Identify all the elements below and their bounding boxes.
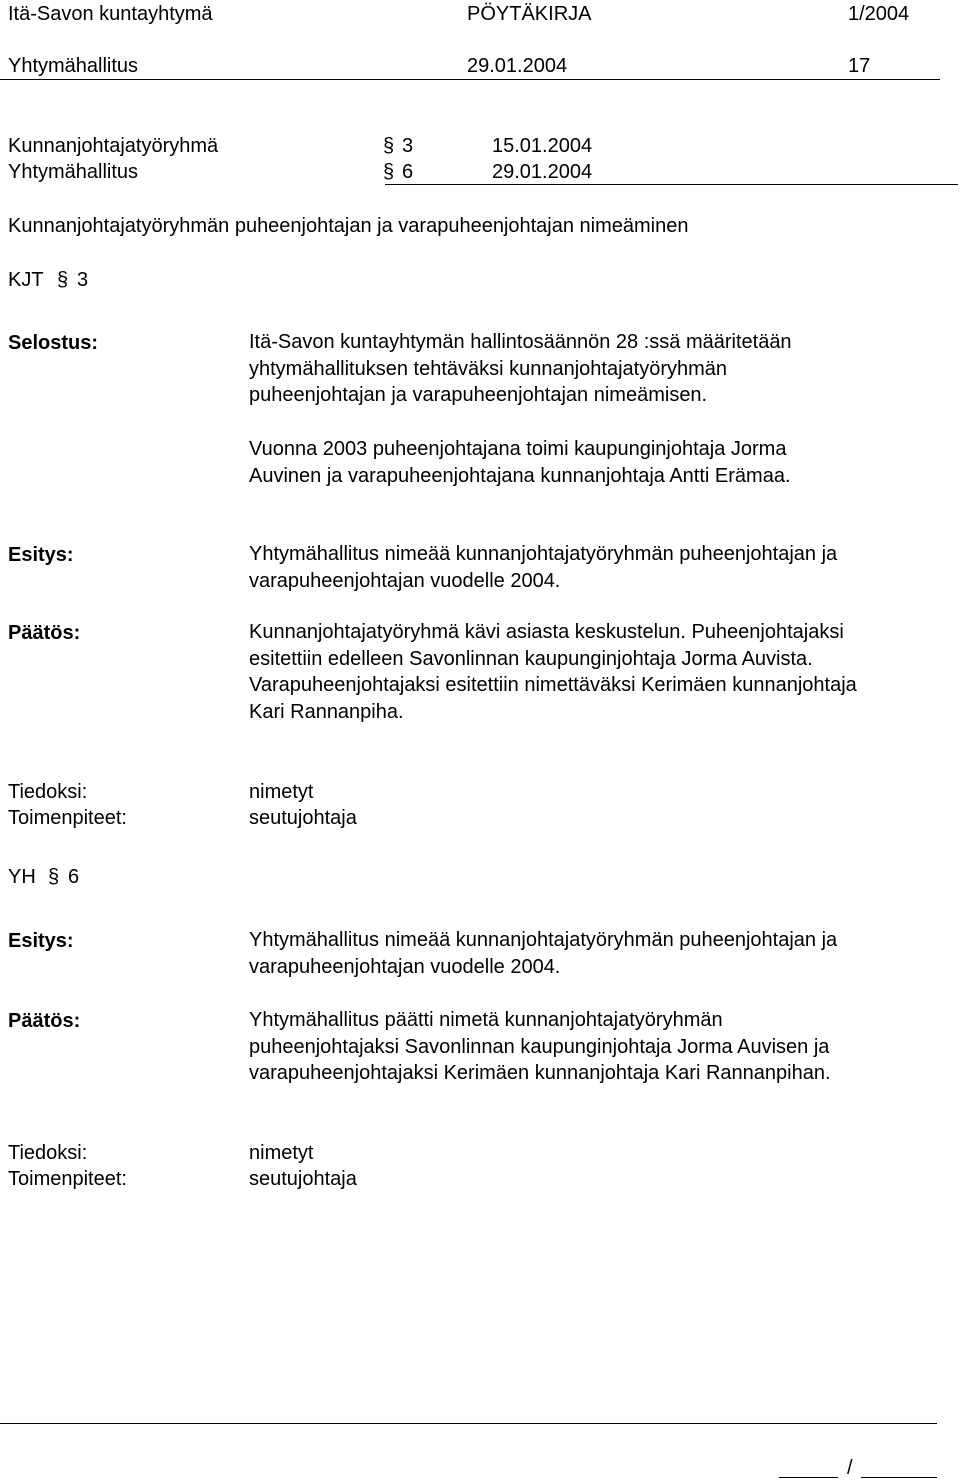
signature-separator: / [847, 1457, 853, 1479]
header-date: 29.01.2004 [467, 55, 568, 77]
section-symbol: § [57, 269, 69, 291]
toimenpiteet-value: seutujohtaja [249, 807, 357, 829]
text-line: varapuheenjohtajaksi Kerimäen kunnanjohtaja Kari Rannanpihan. [249, 1062, 831, 1084]
paatos-label: Päätös: [8, 1010, 81, 1032]
selostus-label: Selostus: [8, 332, 99, 354]
section-symbol: § [48, 866, 60, 888]
text-line: Vuonna 2003 puheenjohtajana toimi kaupunginjohtaja Jorma [249, 438, 787, 460]
tiedoksi-value: nimetyt [249, 1142, 314, 1164]
header-rule [0, 79, 940, 80]
tiedoksi-label: Tiedoksi: [8, 1142, 88, 1164]
header-doc-type: PÖYTÄKIRJA [467, 3, 592, 25]
signature-line [779, 1477, 838, 1478]
paatos-text [249, 1007, 831, 1087]
text-line: puheenjohtajaksi Savonlinnan kaupunginjohtaja Jorma Auvisen ja [249, 1035, 830, 1058]
header-doc-number: 1/2004 [848, 3, 910, 25]
esitys-text [249, 541, 837, 594]
section-symbol: § [383, 135, 395, 157]
text-line: yhtymähallituksen tehtäväksi kunnanjohtajatyöryhmän [249, 357, 728, 380]
tiedoksi-value: nimetyt [249, 781, 314, 803]
yh-heading-number: 6 [68, 866, 80, 888]
esitys-text [249, 927, 837, 980]
header-body: Yhtymähallitus [8, 55, 139, 77]
text-line: Yhtymähallitus nimeää kunnanjohtajatyöryhmän puheenjohtajan ja [249, 929, 838, 951]
text-line: varapuheenjohtajan vuodelle 2004. [249, 955, 561, 978]
ref-date: 29.01.2004 [492, 161, 593, 183]
kjt-heading-prefix: KJT [8, 269, 44, 291]
toimenpiteet-label: Toimenpiteet: [8, 807, 127, 829]
refs-rule [385, 184, 958, 185]
text-line: varapuheenjohtajan vuodelle 2004. [249, 569, 561, 592]
footer-rule [0, 1423, 937, 1424]
toimenpiteet-value: seutujohtaja [249, 1168, 357, 1190]
ref-body: Yhtymähallitus [8, 161, 139, 183]
tiedoksi-label: Tiedoksi: [8, 781, 88, 803]
vuonna-text [249, 436, 791, 489]
text-line: Kari Rannanpiha. [249, 700, 404, 723]
text-line: Auvinen ja varapuheenjohtajana kunnanjohtaja Antti Erämaa. [249, 464, 791, 487]
text-line: Yhtymähallitus päätti nimetä kunnanjohtajatyöryhmän [249, 1009, 723, 1031]
esitys-label: Esitys: [8, 930, 74, 952]
paatos-label: Päätös: [8, 622, 81, 644]
esitys-label: Esitys: [8, 544, 74, 566]
text-line: Itä-Savon kuntayhtymän hallintosäännön 28 :ssä määritetään [249, 331, 792, 353]
ref-section: 3 [402, 135, 414, 157]
header-page-number: 17 [848, 55, 871, 77]
selostus-text [249, 329, 792, 409]
section-symbol: § [383, 161, 395, 183]
document-title: Kunnanjohtajatyöryhmän puheenjohtajan ja varapuheenjohtajan nimeäminen [8, 215, 689, 237]
text-line: puheenjohtajan ja varapuheenjohtajan nimeämisen. [249, 384, 708, 406]
text-line: Varapuheenjohtajaksi esitettiin nimettäväksi Kerimäen kunnanjohtaja [249, 674, 857, 696]
text-line: Yhtymähallitus nimeää kunnanjohtajatyöryhmän puheenjohtajan ja [249, 543, 838, 565]
header-org: Itä-Savon kuntayhtymä [8, 3, 213, 25]
signature-line [861, 1477, 937, 1478]
ref-section: 6 [402, 161, 414, 183]
ref-date: 15.01.2004 [492, 135, 593, 157]
text-line: Kunnanjohtajatyöryhmä kävi asiasta keskustelun. Puheenjohtajaksi [249, 621, 844, 643]
ref-body: Kunnanjohtajatyöryhmä [8, 135, 219, 157]
paatos-text [249, 619, 857, 725]
kjt-heading-number: 3 [77, 269, 89, 291]
yh-heading-prefix: YH [8, 866, 36, 888]
toimenpiteet-label: Toimenpiteet: [8, 1168, 127, 1190]
text-line: esitettiin edelleen Savonlinnan kaupunginjohtaja Jorma Auvista. [249, 647, 813, 670]
